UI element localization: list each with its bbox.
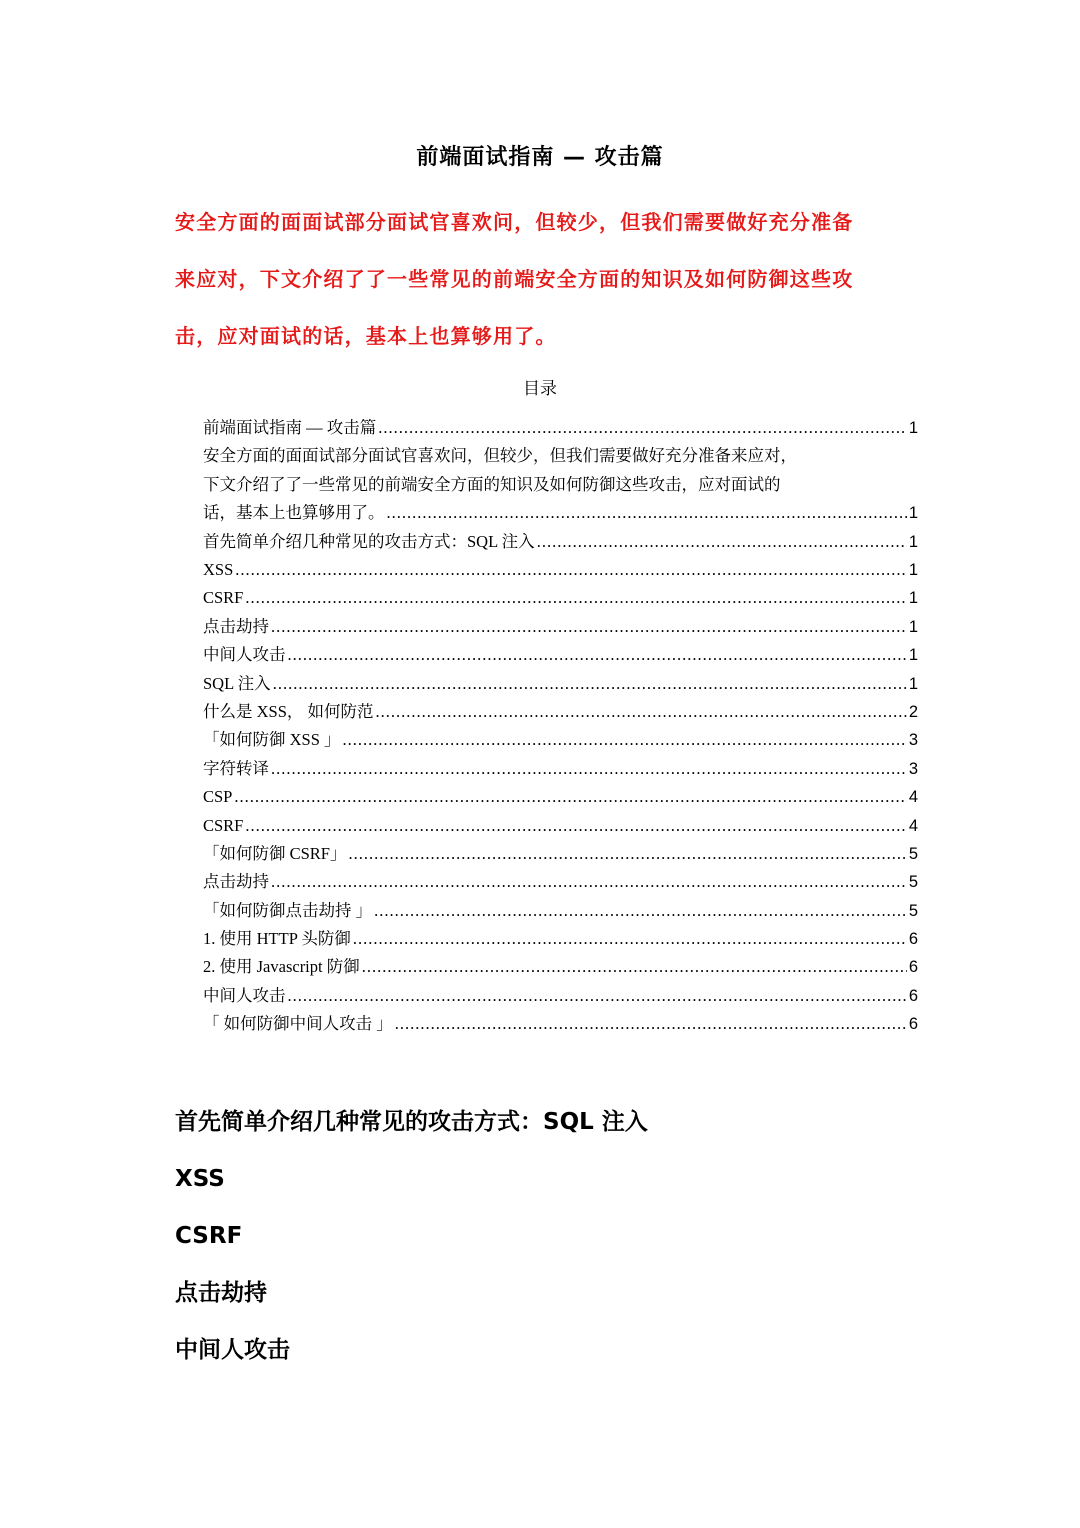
toc-entry[interactable] bbox=[203, 414, 918, 442]
toc-entry-page: 1 bbox=[908, 674, 918, 693]
section-heading: XSS bbox=[175, 1166, 225, 1192]
toc-entry-page: 1 bbox=[908, 561, 918, 579]
toc-entry[interactable] bbox=[203, 897, 918, 925]
toc-dot-leader bbox=[343, 726, 907, 754]
toc-dot-leader bbox=[271, 613, 907, 641]
toc-entry-label: 「如何防御点击劫持 」 bbox=[203, 900, 373, 920]
toc-entry-label: XSS bbox=[203, 560, 234, 579]
toc-entry[interactable] bbox=[203, 670, 918, 698]
toc-entry-page: 5 bbox=[908, 901, 918, 920]
toc-entry[interactable] bbox=[203, 584, 918, 612]
toc-dot-leader bbox=[235, 556, 907, 584]
toc-entry-label: 点击劫持 bbox=[203, 616, 269, 636]
toc-entry-page: 1 bbox=[908, 504, 918, 523]
toc-dot-leader bbox=[234, 783, 906, 811]
toc-entry-label: 首先简单介绍几种常见的攻击方式：SQL 注入 bbox=[203, 531, 535, 551]
section-heading: 点击劫持 bbox=[175, 1280, 267, 1306]
toc-entry[interactable] bbox=[203, 868, 918, 896]
toc-entry-label: CSRF bbox=[203, 588, 244, 608]
toc-dot-leader bbox=[349, 840, 907, 868]
toc-dot-leader bbox=[537, 528, 907, 556]
toc-dot-leader bbox=[378, 414, 907, 442]
toc-entry-label: 「 如何防御中间人攻击 」 bbox=[203, 1014, 393, 1034]
section-heading: 首先简单介绍几种常见的攻击方式：SQL 注入 bbox=[175, 1109, 648, 1135]
toc-entry-label: CSP bbox=[203, 787, 233, 807]
toc-entry[interactable] bbox=[203, 641, 918, 669]
toc-entry-list bbox=[203, 528, 918, 1039]
toc-entry-page: 5 bbox=[908, 873, 918, 892]
toc-entry[interactable] bbox=[203, 982, 918, 1010]
toc-entry-label-line: 话，基本上也算够用了。 bbox=[203, 503, 385, 523]
toc-entry-page: 2 bbox=[908, 702, 918, 721]
toc-entry-page: 1 bbox=[908, 419, 918, 437]
toc-dot-leader bbox=[271, 755, 907, 783]
toc-entry[interactable] bbox=[203, 528, 918, 556]
toc-entry-label: CSRF bbox=[203, 815, 244, 835]
intro-line: 来应对，下文介绍了了一些常见的前端安全方面的知识及如何防御这些攻 bbox=[175, 267, 854, 291]
toc-dot-leader bbox=[288, 982, 907, 1010]
toc-dot-leader bbox=[271, 868, 907, 896]
toc-entry-page: 4 bbox=[908, 816, 918, 835]
toc-entry[interactable] bbox=[203, 613, 918, 641]
toc-entry[interactable] bbox=[203, 840, 918, 868]
toc-entry[interactable] bbox=[203, 925, 918, 953]
toc-dot-leader bbox=[353, 925, 907, 953]
toc-dot-leader bbox=[376, 698, 907, 726]
toc-entry-label: 2. 使用 Javascript 防御 bbox=[203, 957, 360, 977]
toc-dot-leader bbox=[395, 1010, 907, 1038]
toc-entry-label: 字符转译 bbox=[203, 758, 269, 778]
toc-entry[interactable] bbox=[203, 698, 918, 726]
section-heading: 中间人攻击 bbox=[175, 1337, 290, 1363]
toc-entry-label: 「如何防御 XSS 」 bbox=[203, 730, 341, 750]
toc-entry-label: 点击劫持 bbox=[203, 872, 269, 892]
toc-entry-page: 1 bbox=[908, 617, 918, 636]
toc-entry-label: 前端面试指南 — 攻击篇 bbox=[203, 418, 377, 437]
intro-line: 击，应对面试的话，基本上也算够用了。 bbox=[175, 324, 557, 348]
toc-entry[interactable] bbox=[203, 726, 918, 754]
toc-dot-leader bbox=[362, 953, 907, 981]
toc-dot-leader bbox=[273, 670, 907, 698]
toc-dot-leader bbox=[288, 641, 907, 669]
toc-dot-leader bbox=[387, 499, 907, 527]
toc-dot-leader bbox=[374, 897, 907, 925]
toc-entry-page: 6 bbox=[908, 986, 918, 1005]
toc-entry-label-line: 安全方面的面面试部分面试官喜欢问，但较少，但我们需要做好充分准备来应对， bbox=[203, 446, 797, 466]
intro-paragraph bbox=[175, 194, 920, 365]
toc-entry[interactable] bbox=[203, 755, 918, 783]
toc-entry-page: 3 bbox=[908, 731, 918, 750]
toc-entry-page: 5 bbox=[908, 844, 918, 863]
toc-entry[interactable] bbox=[203, 953, 918, 981]
toc-entry-label: 「如何防御 CSRF」 bbox=[203, 843, 347, 863]
toc-dot-leader bbox=[245, 812, 906, 840]
toc-entry-label: 中间人攻击 bbox=[203, 645, 286, 665]
toc-entry-label: 中间人攻击 bbox=[203, 985, 286, 1005]
table-of-contents bbox=[203, 414, 918, 1039]
toc-entry-page: 1 bbox=[908, 532, 918, 551]
toc-entry[interactable] bbox=[203, 812, 918, 840]
document-title: 前端面试指南 — 攻击篇 bbox=[416, 145, 664, 170]
intro-line: 安全方面的面面试部分面试官喜欢问，但较少，但我们需要做好充分准备 bbox=[175, 210, 854, 234]
toc-entry-page: 6 bbox=[908, 1015, 918, 1034]
toc-dot-leader bbox=[245, 584, 906, 612]
toc-entry-page: 6 bbox=[908, 930, 918, 949]
toc-entry-page: 6 bbox=[908, 958, 918, 977]
toc-entry-page: 1 bbox=[908, 646, 918, 665]
toc-heading: 目录 bbox=[523, 379, 557, 399]
toc-entry-label: 1. 使用 HTTP 头防御 bbox=[203, 929, 351, 949]
toc-entry-label: SQL 注入 bbox=[203, 673, 271, 693]
toc-entry[interactable] bbox=[203, 442, 918, 527]
toc-entry-label: 什么是 XSS， 如何防范 bbox=[203, 701, 374, 721]
toc-entry-label-line: 下文介绍了了一些常见的前端安全方面的知识及如何防御这些攻击，应对面试的 bbox=[203, 474, 781, 494]
toc-entry[interactable] bbox=[203, 783, 918, 811]
toc-entry[interactable] bbox=[203, 1010, 918, 1038]
toc-entry[interactable] bbox=[203, 556, 918, 584]
section-headings bbox=[175, 1100, 935, 1385]
toc-entry-page: 3 bbox=[908, 759, 918, 778]
toc-entry-page: 4 bbox=[908, 788, 918, 807]
toc-entry-page: 1 bbox=[908, 589, 918, 608]
section-heading: CSRF bbox=[175, 1223, 243, 1249]
